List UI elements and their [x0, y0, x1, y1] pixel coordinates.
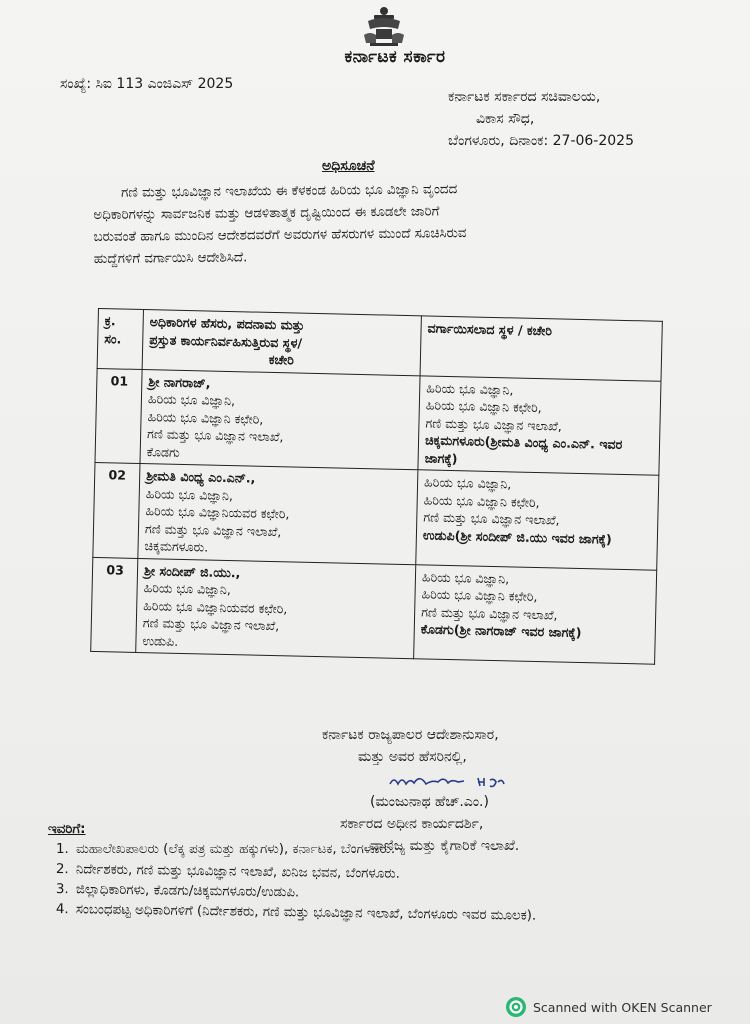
- list-text: ಮಹಾಲೇಖಪಾಲರು (ಲೆಕ್ಕ ಪತ್ರ ಮತ್ತು ಹಕ್ಕುಗಳು), ಕರ್ನಾಟಕ, ಬೆಂಗಳೂರು.: [76, 842, 396, 857]
- cell-line: ಗಣಿ ಮತ್ತು ಭೂ ವಿಜ್ಞಾನ ಇಲಾಖೆ,: [142, 615, 280, 634]
- body-line: ಗಣಿ ಮತ್ತು ಭೂವಿಜ್ಞಾನ ಇಲಾಖೆಯ ಈ ಕೆಳಕಂಡ ಹಿರಿಯ ಭೂ ವಿಜ್ಞಾನಿ ವೃಂದದ: [121, 182, 458, 201]
- cell-line: ಹಿರಿಯ ಭೂ ವಿಜ್ಞಾನಿಯವರ ಕಛೇರಿ,: [145, 503, 290, 522]
- serial-cell: 02: [93, 462, 140, 557]
- address-line: ವಿಕಾಸ ಸೌಧ,: [476, 111, 535, 127]
- transfer-table: [90, 308, 663, 665]
- header-text: ವರ್ಗಾಯಿಸಲಾದ ಸ್ಥಳ / ಕಚೇರಿ: [427, 320, 553, 339]
- notification-body: [93, 177, 694, 271]
- signatory-name: (ಮಂಜುನಾಥ ಹೆಚ್.ಎಂ.): [370, 794, 489, 810]
- body-line: ಹುದ್ದೆಗಳಿಗೆ ವರ್ಗಾಯಿಸಿ ಆದೇಶಿಸಿದೆ.: [93, 250, 248, 267]
- address-line: ಕರ್ನಾಟಕ ಸರ್ಕಾರದ ಸಚಿವಾಲಯ,: [448, 89, 601, 105]
- table-row: [91, 557, 657, 664]
- handwritten-signature-icon: [386, 770, 526, 792]
- officer-header: [142, 310, 421, 376]
- list-number: 1.: [56, 842, 69, 857]
- officer-cell: [138, 463, 418, 564]
- list-number: 4.: [55, 901, 69, 918]
- cell-line: ಚಿಕ್ಕಮಗಳೂರು.: [144, 538, 209, 555]
- cell-line: ಗಣಿ ಮತ್ತು ಭೂ ವಿಜ್ಞಾನ ಇಲಾಖೆ,: [425, 414, 562, 434]
- posting-header: [420, 316, 662, 381]
- officer-cell: [140, 369, 420, 470]
- cell-line: ಗಣಿ ಮತ್ತು ಭೂ ವಿಜ್ಞಾನ ಇಲಾಖೆ,: [146, 426, 284, 445]
- posting-cell: [416, 470, 659, 570]
- header-text: ಅಧಿಕಾರಿಗಳ ಹೆಸರು, ಪದನಾಮ ಮತ್ತು: [149, 314, 305, 333]
- signatory-department: ವಾಣಿಜ್ಯ ಮತ್ತು ಕೈಗಾರಿಕೆ ಇಲಾಖೆ.: [370, 838, 520, 854]
- list-text: ಜಿಲ್ಲಾಧಿಕಾರಿಗಳು, ಕೊಡಗು/ಚಿಕ್ಕಮಗಳೂರು/ಉಡುಪಿ.: [75, 882, 300, 901]
- cell-line: ಗಣಿ ಮತ್ತು ಭೂ ವಿಜ್ಞಾನ ಇಲಾಖೆ,: [421, 603, 558, 623]
- scanner-watermark: [505, 996, 712, 1018]
- reference-number: ಸಂಖ್ಯೆ: ಸಿಐ 113 ಎಂಜಿಎಸ್ 2025: [60, 76, 234, 92]
- cell-line: ಹಿರಿಯ ಭೂ ವಿಜ್ಞಾನಿ,: [421, 568, 510, 586]
- officer-name: ಶ್ರೀ ನಾಗರಾಜ್,: [148, 373, 211, 391]
- scanner-text: Scanned with OKEN Scanner: [533, 999, 712, 1015]
- posting-cell: [418, 375, 661, 475]
- officer-cell: [136, 558, 416, 659]
- authority-block: [322, 724, 499, 768]
- officer-name: ಶ್ರೀ ಸಂದೀಪ್ ಜಿ.ಯು.,: [143, 562, 241, 580]
- serial-cell: 01: [95, 368, 142, 463]
- posting-cell: [414, 564, 657, 664]
- serial-header: [97, 309, 143, 370]
- table-row: [93, 462, 659, 569]
- list-number: 3.: [55, 881, 69, 898]
- order-line: ಮತ್ತು ಅವರ ಹೆಸರಿನಲ್ಲಿ,: [358, 749, 467, 765]
- list-text: ನಿರ್ದೇಶಕರು, ಗಣಿ ಮತ್ತು ಭೂವಿಜ್ಞಾನ ಇಲಾಖೆ, ಖನಿಜ ಭವನ, ಬೆಂಗಳೂರು.: [75, 862, 400, 882]
- state-emblem-icon: [360, 5, 408, 47]
- notification-title: ಅಧಿಸೂಚನೆ: [322, 158, 375, 174]
- cell-line: ಹಿರಿಯ ಭೂ ವಿಜ್ಞಾನಿ ಕಛೇರಿ,: [425, 397, 542, 416]
- copy-to-heading: ಇವರಿಗೆ:: [48, 822, 86, 837]
- posting-place: ಉಡುಪಿ(ಶ್ರೀ ಸಂದೀಪ್ ಜಿ.ಯು ಇವರ ಜಾಗಕ್ಕೆ): [422, 526, 612, 547]
- cell-line: ಹಿರಿಯ ಭೂ ವಿಜ್ಞಾನಿ,: [147, 391, 236, 409]
- list-text: ಸಂಬಂಧಪಟ್ಟ ಅಧಿಕಾರಿಗಳಿಗೆ (ನಿರ್ದೇಶಕರು, ಗಣಿ ಮತ್ತು ಭೂವಿಜ್ಞಾನ ಇಲಾಖೆ, ಬೆಂಗಳೂರು ಇವರ ಮೂಲಕ).: [75, 902, 537, 924]
- body-line: ಅಧಿಕಾರಿಗಳನ್ನು ಸಾರ್ವಜನಿಕ ಮತ್ತು ಆಡಳಿತಾತ್ಮಕ ದೃಷ್ಟಿಯಿಂದ ಈ ಕೂಡಲೇ ಜಾರಿಗೆ: [93, 204, 440, 223]
- cell-line: ಹಿರಿಯ ಭೂ ವಿಜ್ಞಾನಿ,: [143, 580, 232, 598]
- serial-cell: 03: [91, 557, 138, 652]
- cell-line: ಗಣಿ ಮತ್ತು ಭೂ ವಿಜ್ಞಾನ ಇಲಾಖೆ,: [144, 520, 282, 539]
- header-text: ಸಂ.: [104, 330, 122, 347]
- officer-name: ಶ್ರೀಮತಿ ವಿಂಧ್ಯ ಎಂ.ಎನ್.,: [146, 468, 256, 486]
- government-title: ಕರ್ನಾಟಕ ಸರ್ಕಾರ: [344, 47, 446, 67]
- cell-line: ಹಿರಿಯ ಭೂ ವಿಜ್ಞಾನಿ ಕಛೇರಿ,: [421, 586, 538, 605]
- header-text: ಕ್ರ.: [104, 313, 116, 329]
- copy-to-section: [48, 820, 668, 924]
- cell-line: ಉಡುಪಿ.: [142, 632, 179, 649]
- posting-place: ಕೊಡಗು(ಶ್ರೀ ನಾಗರಾಜ್ ಇವರ ಜಾಗಕ್ಕೆ): [420, 621, 582, 641]
- list-number: 2.: [55, 861, 69, 878]
- signatory-designation: ಸರ್ಕಾರದ ಅಧೀನ ಕಾರ್ಯದರ್ಶಿ,: [340, 816, 484, 832]
- place-and-date: ಬೆಂಗಳೂರು, ದಿನಾಂಕ: 27-06-2025: [448, 133, 634, 149]
- cell-line: ಹಿರಿಯ ಭೂ ವಿಜ್ಞಾನಿ,: [423, 474, 512, 492]
- header-text: ಕಚೇರಿ: [268, 351, 295, 368]
- office-address: [448, 86, 708, 152]
- cell-line: ಹಿರಿಯ ಭೂ ವಿಜ್ಞಾನಿ,: [426, 379, 514, 397]
- cell-line: ಕೊಡಗು: [146, 443, 180, 460]
- cell-line: ಹಿರಿಯ ಭೂ ವಿಜ್ಞಾನಿ ಕಛೇರಿ,: [147, 408, 264, 427]
- cell-line: ಹಿರಿಯ ಭೂ ವಿಜ್ಞಾನಿ ಕಛೇರಿ,: [423, 491, 540, 510]
- table-row: [95, 368, 661, 475]
- cell-line: ಗಣಿ ಮತ್ತು ಭೂ ವಿಜ್ಞಾನ ಇಲಾಖೆ,: [423, 509, 560, 528]
- list-item: [56, 840, 668, 860]
- order-line: ಕರ್ನಾಟಕ ರಾಜ್ಯಪಾಲರ ಆದೇಶಾನುಸಾರ,: [322, 727, 499, 743]
- cell-line: ಹಿರಿಯ ಭೂ ವಿಜ್ಞಾನಿಯವರ ಕಛೇರಿ,: [143, 597, 288, 616]
- posting-place: ಚಿಕ್ಕಮಗಳೂರು(ಶ್ರೀಮತಿ ವಿಂಧ್ಯ ಎಂ.ಎನ್. ಇವರ ಜಾಗಕ್ಕೆ): [424, 432, 623, 466]
- oken-scanner-logo-icon: [505, 996, 527, 1018]
- header-text: ಪ್ರಸ್ತುತ ಕಾರ್ಯನಿರ್ವಹಿಸುತ್ತಿರುವ ಸ್ಥಳ/: [149, 331, 303, 351]
- body-line: ಬರುವಂತೆ ಹಾಗೂ ಮುಂದಿನ ಆದೇಶದವರೆಗೆ ಅವರುಗಳ ಹೆಸರುಗಳ ಮುಂದೆ ಸೂಚಿಸಿರುವ: [93, 226, 467, 245]
- copy-to-list: [48, 840, 668, 924]
- cell-line: ಹಿರಿಯ ಭೂ ವಿಜ್ಞಾನಿ,: [145, 485, 234, 503]
